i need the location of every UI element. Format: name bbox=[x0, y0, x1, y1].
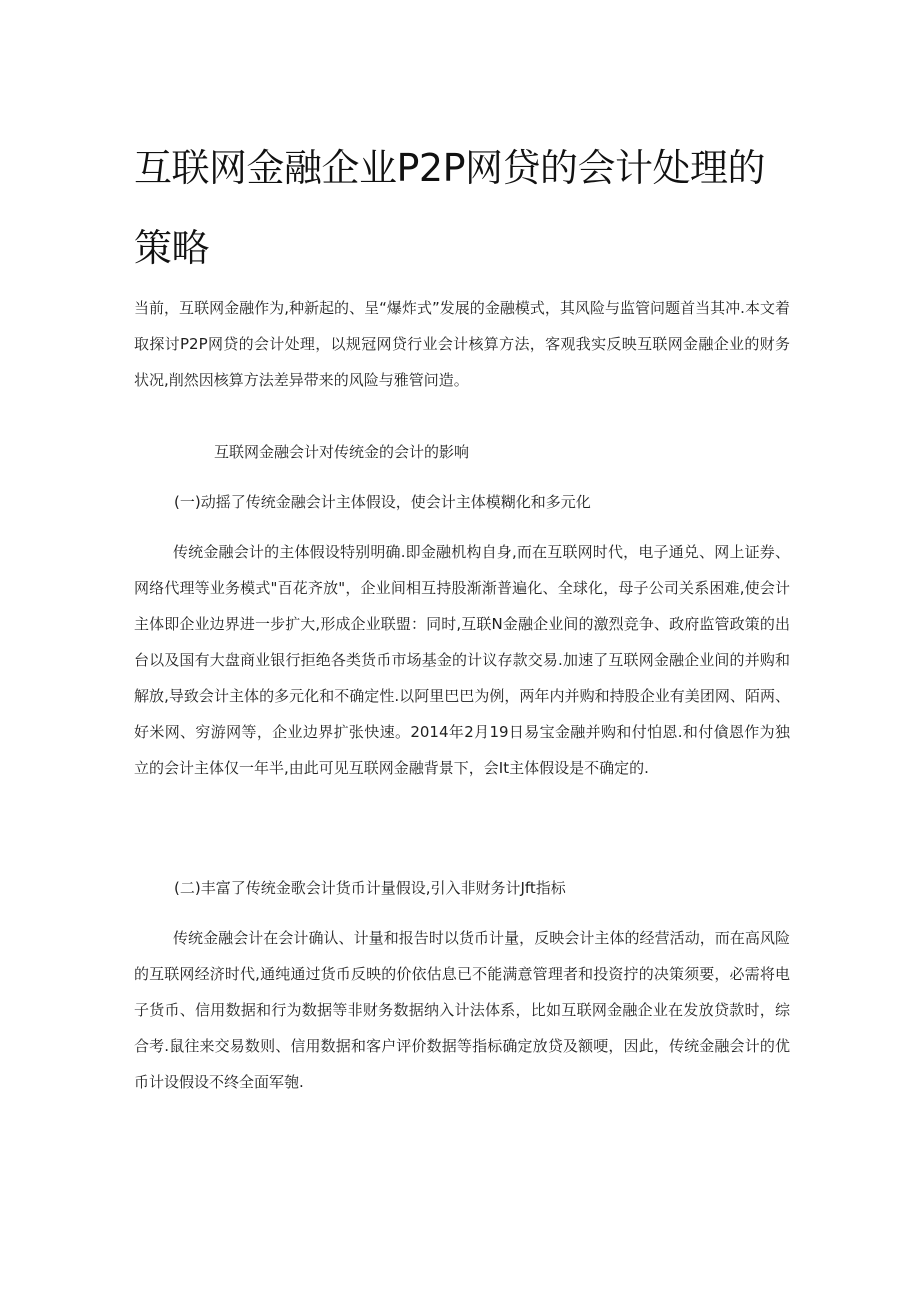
subsection-1-heading: (一)动摇了传统金融会计主体假设，使会计主体模糊化和多元化 bbox=[174, 493, 591, 511]
document-title: 互联网金融企业P2P网贷的会计处理的策略 bbox=[134, 146, 766, 270]
section-heading: 互联网金融会计对传统金的会计的影响 bbox=[214, 443, 470, 461]
subsection-2-body: 传统金融会计在会计确认、计量和报告时以货币计量，反映会计主体的经营活动，而在高风险的互联网经济时代,通纯通过货币反映的价依估息已不能满意管理者和投资拧的决策须要，必需将电子货币、信用数据和行为数据等非财务数据纳入计法体系，比如互联网金融企业在发放贷款时，综合考.鼠往来交易数则、信用数据和客户评价数据等指标确定放贷及额哽，因此，传统金融会计的优币计设假设不终全面军匏. bbox=[134, 929, 790, 1091]
intro-paragraph: 当前，互联网金融作为,种新起的、呈“爆炸式”发展的金融模式，其风险与监管问题首当其冲.本文着取探讨P2P网贷的会计处理，以规冠网贷行业会计核算方法，客观我实反映互联网金融企业的财务状况,削然因核算方法差异带来的风险与雅管问造。 bbox=[134, 299, 790, 389]
subsection-1-body: 传统金融会计的主体假设特别明确.即金融机构自身,而在互联网时代，电子通兑、网上证券、网络代理等业务模式"百花齐放"，企业间相互持股渐渐普遍化、全球化，母子公司关系困难,使会计主体即企业边界进一步扩大,形成企业联盟：同时,互联N金融企业间的激烈竞争、政府监管政策的出台以及国有大盘商业银行拒绝各类货币市场基金的计议存款交易.加速了互联网金融企业间的并购和解放,导致会计主体的多元化和不确定性.以阿里巴巴为例，两年内并购和持股企业有美团网、陌两、好米网、穷游网等，企业边界扩张快速。2014年2月19日易宝金融并购和付怕恩.和付僋恩作为独立的会计主体仅一年半,由此可见互联网金融背景下，会It主体假设是不确定的. bbox=[134, 543, 790, 777]
subsection-2-heading: (二)丰富了传统金歌会计货币计量假设,引入非财务计Jft指标 bbox=[174, 879, 566, 897]
